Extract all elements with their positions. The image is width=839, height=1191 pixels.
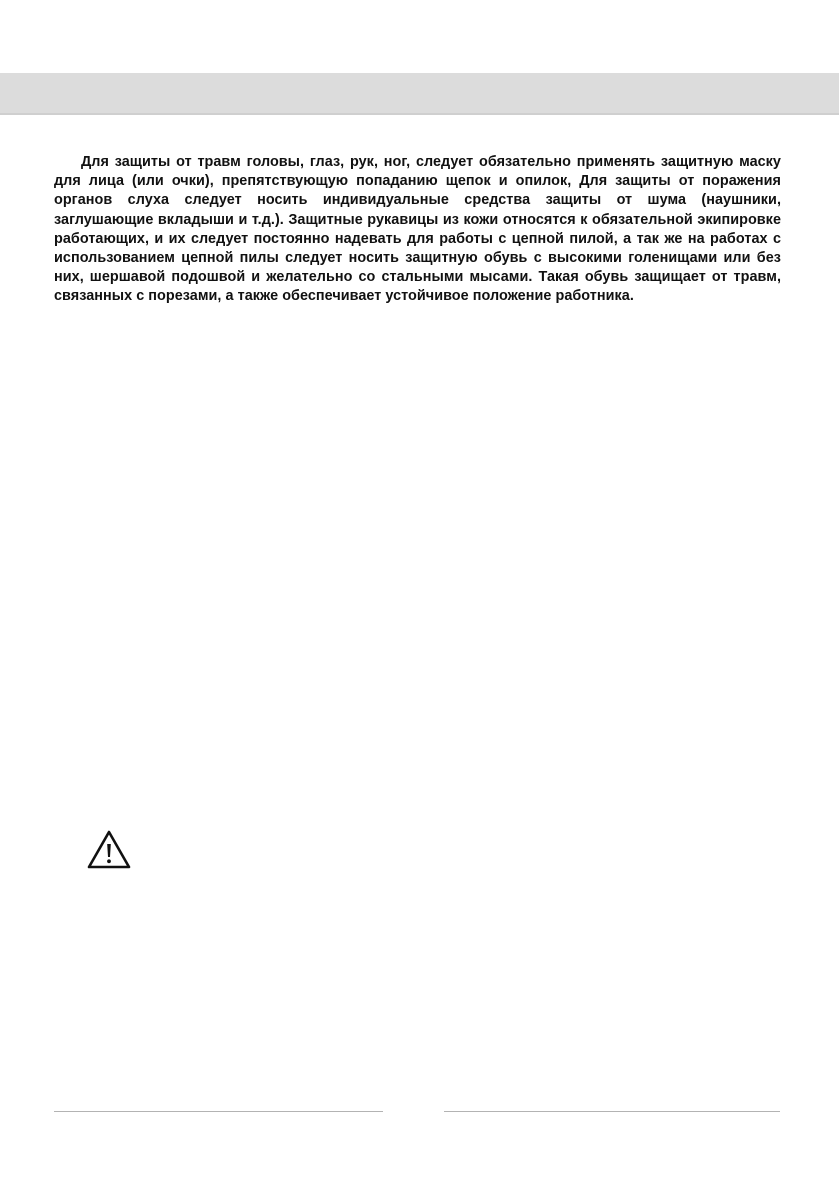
warning-triangle-icon xyxy=(86,829,132,871)
footer-divider-left xyxy=(54,1111,383,1112)
body-paragraph: Для защиты от травм головы, глаз, рук, ног, следует обязательно применять защитную маску для лица (или очки), препятствующую попаданию щепок и опилок, Для защиты от поражения органов слуха следует носить индивидуальные средства защиты от шума (наушники, заглушающие вкладыши и т.д.). Защитные рукавицы из кожи относятся к обязательной экипировке работающих, и их следует постоянно надевать для работы с цепной пилой, а так же на работах с использованием цепной пилы следует носить защитную обувь с высокими голенищами или без них, шершавой подошвой и желательно со стальными мысами. Такая обувь защищает от травм, связанных с порезами, а также обеспечивает устойчивое положение работника. xyxy=(54,154,781,305)
header-band-bottom-edge xyxy=(0,113,839,115)
header-band xyxy=(0,73,839,115)
footer-divider-right xyxy=(444,1111,780,1112)
